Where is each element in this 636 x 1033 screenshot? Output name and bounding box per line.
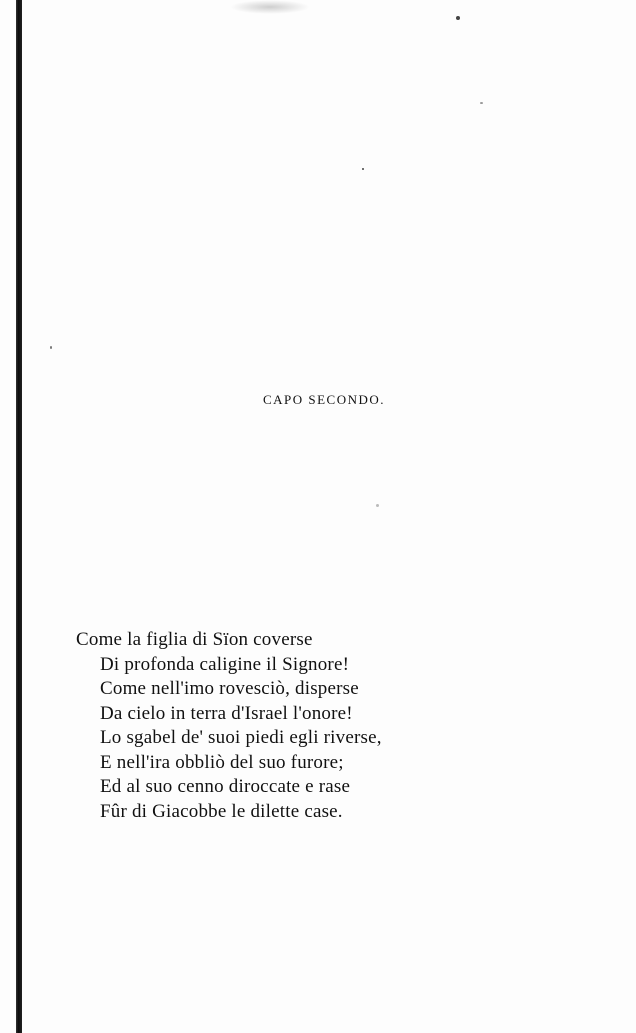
verse-line: Fûr di Giacobbe le dilette case. [100,800,343,822]
poem-stanza [76,628,382,824]
page-speck [376,504,379,507]
verse-line: Di profonda caligine il Signore! [100,653,350,675]
verse-line: Come nell'imo rovesciò, disperse [100,678,359,699]
verse-line: Da cielo in terra d'Israel l'onore! [100,702,353,724]
verse-line: Ed al suo cenno diroccate e rase [100,776,351,797]
page-speck [362,168,364,170]
page-speck [50,346,52,349]
page-speck [456,16,460,20]
chapter-heading: CAPO SECONDO. [262,392,386,407]
page-speck [480,102,483,104]
verse-line: Lo sgabel de' suoi piedi egli riverse, [100,727,382,748]
page-binding-edge [16,0,22,1033]
page-smudge [230,0,310,14]
verse-line: E nell'ira obbliò del suo furore; [100,751,344,773]
verse-line: Come la figlia di Sïon coverse [76,629,313,650]
